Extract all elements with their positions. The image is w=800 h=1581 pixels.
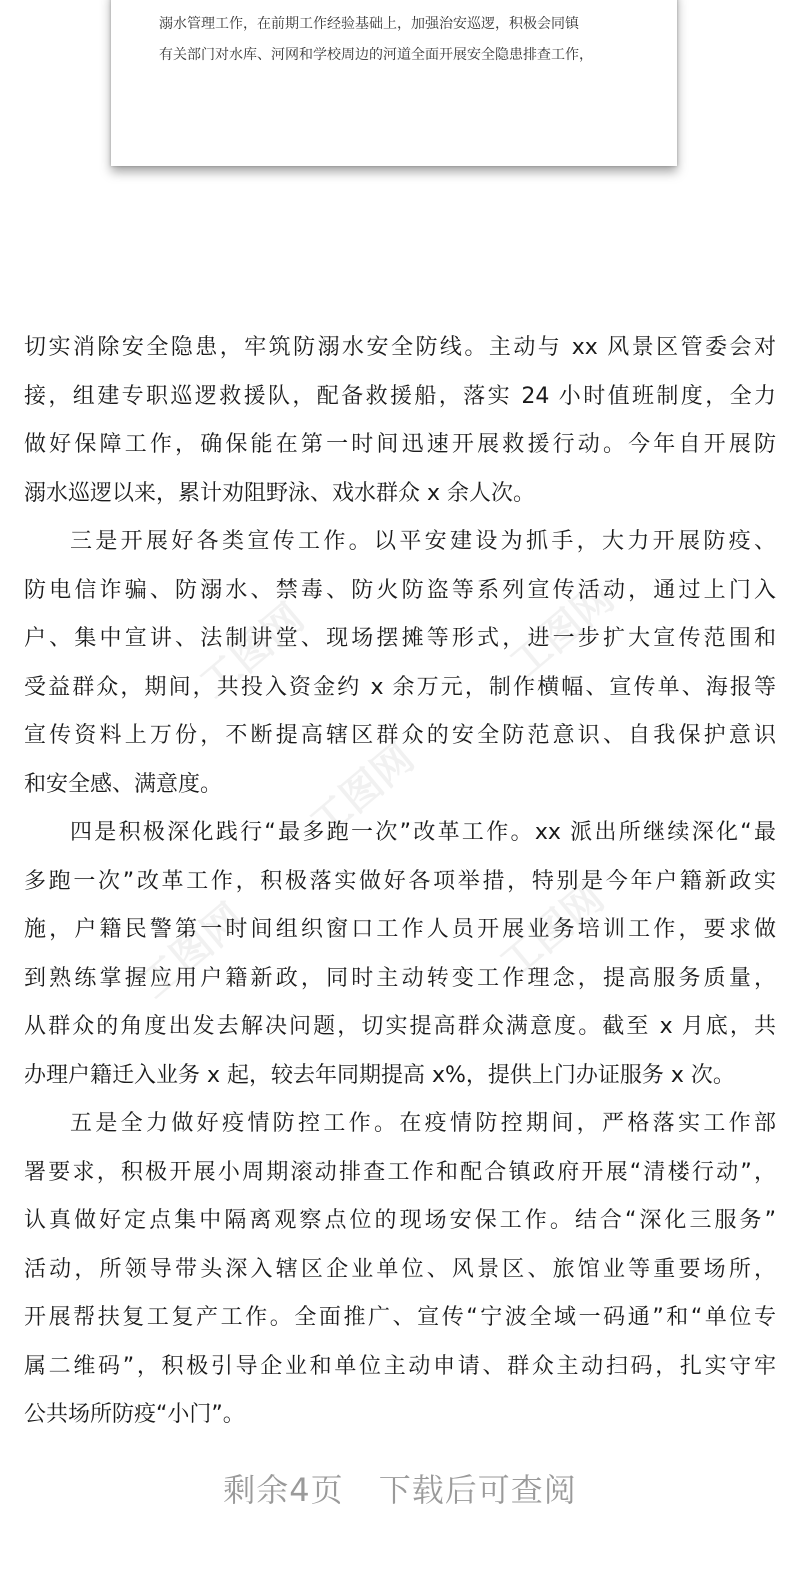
preview-page-card <box>111 0 677 166</box>
paragraph-line: 防电信诈骗、防溺水、禁毒、防火防盗等系列宣传活动，通过上门入 <box>24 577 776 603</box>
paragraph-line: 活动，所领导带头深入辖区企业单位、风景区、旅馆业等重要场所， <box>24 1256 776 1282</box>
watermark: 工图网 <box>191 594 313 708</box>
paragraph-line: 到熟练掌握应用户籍新政，同时主动转变工作理念，提高服务质量， <box>24 965 776 991</box>
paragraph-line: 溺水巡逻以来，累计劝阻野泳、戏水群众 x 余人次。 <box>24 480 536 506</box>
preview-line: 有关部门对水库、河网和学校周边的河道全面开展安全隐患排查工作， <box>159 47 593 63</box>
paragraph-line: 施，户籍民警第一时间组织窗口工作人员开展业务培训工作，要求做 <box>24 917 776 942</box>
paragraph-line: 做好保障工作，确保能在第一时间迅速开展救援行动。今年自开展防 <box>24 432 776 457</box>
paragraph-line: 公共场所防疫“小门”。 <box>24 1402 245 1427</box>
watermark: 工图网 <box>301 734 423 848</box>
watermark: 工图网 <box>131 894 253 1008</box>
paragraph-line: 宣传资料上万份，不断提高辖区群众的安全防范意识、自我保护意识 <box>24 723 776 748</box>
paragraph-line: 开展帮扶复工复产工作。全面推广、宣传“宁波全域一码通”和“单位专 <box>24 1305 776 1330</box>
document-body <box>24 324 776 1440</box>
remaining-pages-label: 剩余4页 <box>223 1471 344 1509</box>
watermark: 工图网 <box>501 574 623 688</box>
paragraph-line: 和安全感、满意度。 <box>24 771 223 797</box>
paragraph-line: 五是全力做好疫情防控工作。在疫情防控期间，严格落实工作部 <box>70 1111 776 1136</box>
paragraph-line: 接，组建专职巡逻救援队，配备救援船，落实 24 小时值班制度，全力 <box>24 383 776 409</box>
download-prompt[interactable] <box>0 1465 800 1511</box>
paragraph-line: 署要求，积极开展小周期滚动排查工作和配合镇政府开展“清楼行动”， <box>24 1159 776 1185</box>
paragraph-line: 认真做好定点集中隔离观察点位的现场安保工作。结合“深化三服务” <box>24 1208 776 1233</box>
watermark: 工图网 <box>491 874 613 988</box>
paragraph-line: 属二维码”，积极引导企业和单位主动申请、群众主动扫码，扎实守牢 <box>24 1353 776 1379</box>
paragraph-line: 户、集中宣讲、法制讲堂、现场摆摊等形式，进一步扩大宣传范围和 <box>24 626 776 651</box>
paragraph-line: 四是积极深化践行“最多跑一次”改革工作。xx 派出所继续深化“最 <box>70 820 776 845</box>
paragraph-line: 受益群众，期间，共投入资金约 x 余万元，制作横幅、宣传单、海报等 <box>24 674 776 700</box>
paragraph-line: 三是开展好各类宣传工作。以平安建设为抓手，大力开展防疫、 <box>70 529 776 554</box>
paragraph-line: 办理户籍迁入业务 x 起，较去年同期提高 x%，提供上门办证服务 x 次。 <box>24 1062 735 1088</box>
paragraph-line: 多跑一次”改革工作，积极落实做好各项举措，特别是今年户籍新政实 <box>24 868 776 894</box>
paragraph-line: 切实消除安全隐患，牢筑防溺水安全防线。主动与 xx 风景区管委会对 <box>24 335 776 360</box>
preview-line: 溺水管理工作，在前期工作经验基础上，加强治安巡逻，积极会同镇 <box>159 16 579 32</box>
paragraph-line: 从群众的角度出发去解决问题，切实提高群众满意度。截至 x 月底，共 <box>24 1014 776 1039</box>
download-to-view-label[interactable]: 下载后可查阅 <box>378 1471 577 1509</box>
